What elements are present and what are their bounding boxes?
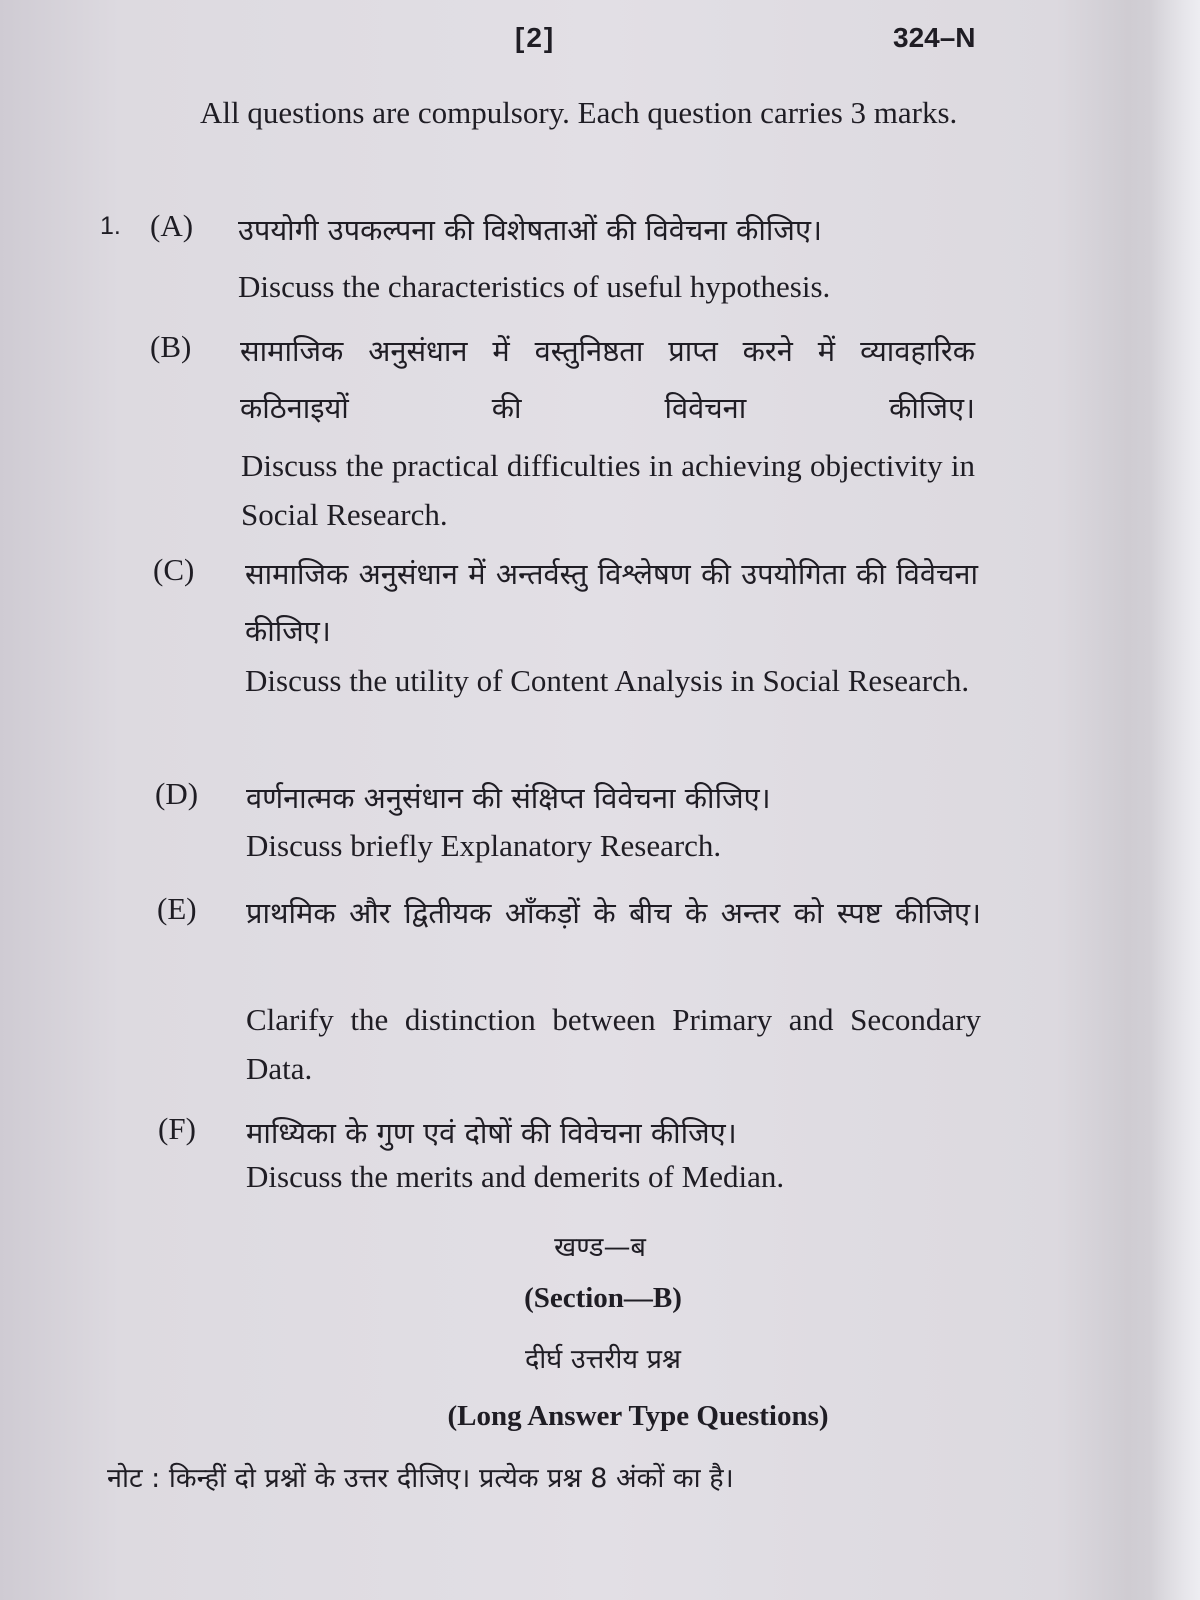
- question-hindi: सामाजिक अनुसंधान में वस्तुनिष्ठता प्राप्त करने में व्यावहारिक कठिनाइयों की विवेचना कीजिए।: [240, 334, 975, 425]
- question-label: (F): [158, 1111, 196, 1146]
- instruction-text: All questions are compulsory. Each question carries 3 marks.: [200, 95, 958, 130]
- question-label: (A): [150, 208, 194, 243]
- question-english: Discuss the merits and demerits of Median.: [246, 1159, 785, 1194]
- question-label: (D): [155, 776, 199, 811]
- question-hindi: वर्णनात्मक अनुसंधान की संक्षिप्त विवेचना कीजिए।: [246, 781, 771, 815]
- question-number: 1.: [100, 212, 121, 240]
- question-english: Discuss the practical difficulties in achieving objectivity in Social Research.: [241, 448, 975, 532]
- question-english: Discuss briefly Explanatory Research.: [246, 828, 722, 863]
- question-hindi: माध्यिका के गुण एवं दोषों की विवेचना कीजिए।: [246, 1116, 737, 1150]
- question-hindi: प्राथमिक और द्वितीयक आँकड़ों के बीच के अन्तर को स्पष्ट कीजिए।: [246, 896, 981, 930]
- section-subtitle-english: (Long Answer Type Questions): [447, 1400, 829, 1432]
- section-subtitle-hindi: दीर्घ उत्तरीय प्रश्न: [524, 1344, 682, 1375]
- question-hindi: उपयोगी उपकल्पना की विशेषताओं की विवेचना कीजिए।: [238, 213, 822, 247]
- question-label: (C): [153, 552, 195, 587]
- question-english: Discuss the utility of Content Analysis in Social Research.: [245, 663, 970, 698]
- note-text: नोट : किन्हीं दो प्रश्नों के उत्तर दीजिए। प्रत्येक प्रश्न 8 अंकों का है।: [107, 1463, 734, 1494]
- question-label: (B): [150, 329, 192, 364]
- page-number: [2]: [515, 22, 556, 53]
- section-title-hindi: खण्ड—ब: [554, 1232, 646, 1263]
- question-english: Clarify the distinction between Primary and Secondary Data.: [246, 1002, 981, 1086]
- question-label: (E): [157, 891, 197, 926]
- question-hindi: सामाजिक अनुसंधान में अन्तर्वस्तु विश्लेषण की उपयोगिता की विवेचना कीजिए।: [245, 557, 978, 648]
- question-english: Discuss the characteristics of useful hypothesis.: [238, 269, 831, 304]
- paper-code: 324–N: [893, 22, 976, 53]
- section-title-english: (Section—B): [524, 1282, 682, 1314]
